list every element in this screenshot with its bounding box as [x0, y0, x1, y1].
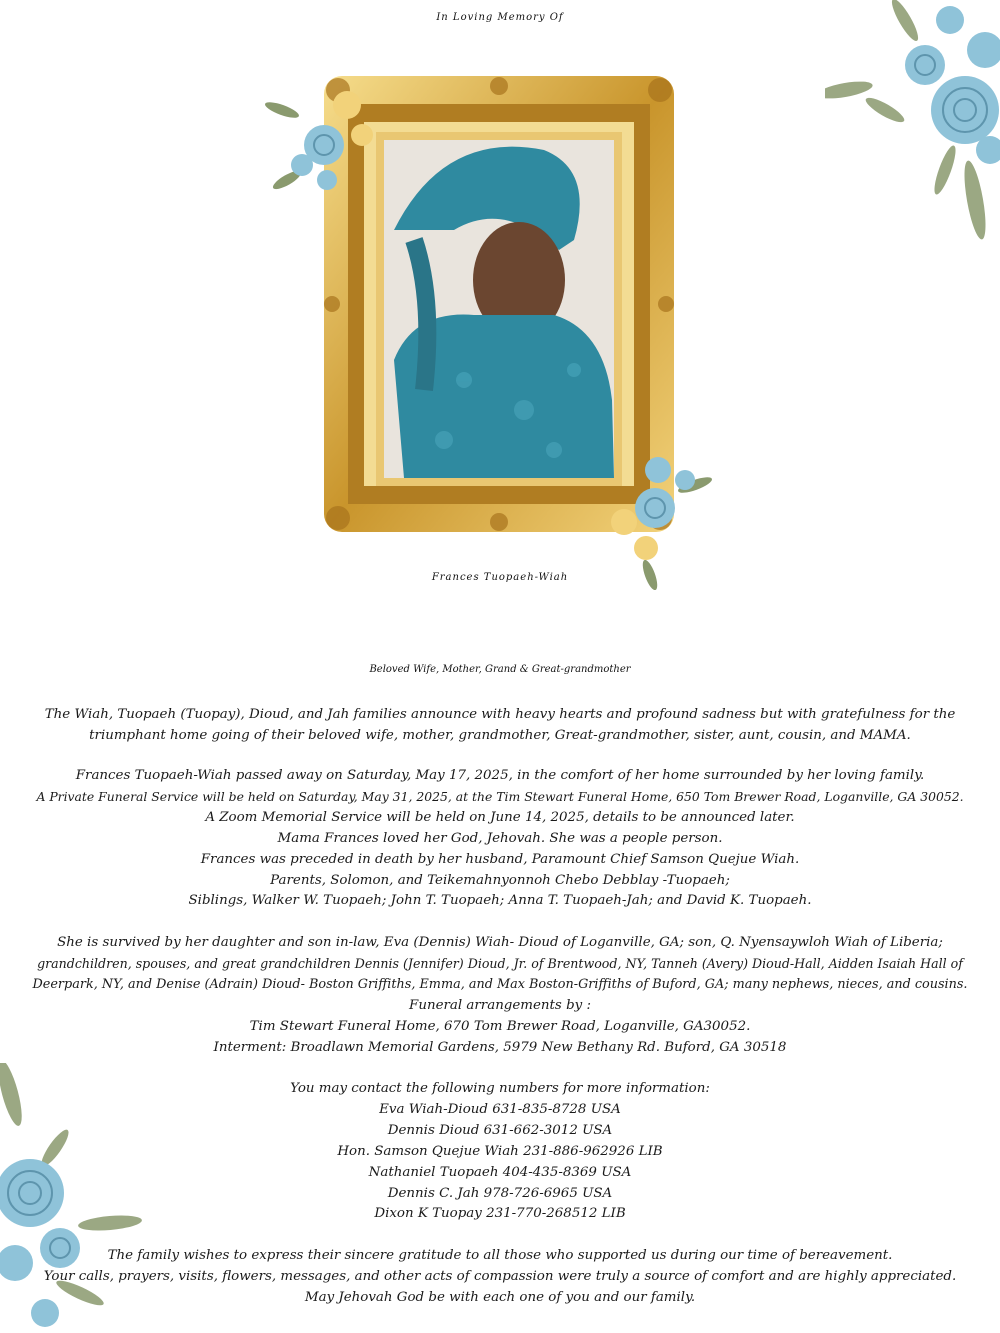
text-line: A Zoom Memorial Service will be held on June 14, 2025, details to be announced later.: [205, 809, 795, 825]
memorial-heading: In Loving Memory Of: [436, 12, 564, 23]
frame-bouquet-top-left-icon: [262, 60, 382, 210]
text-line: Deerpark, NY, and Denise (Adrain) Dioud- Boston Griffiths, Emma, and Max Boston-Griffiths of Buford, GA; many nephews, nieces, and cousins.: [32, 976, 968, 992]
text-line: May Jehovah God be with each one of you and our family.: [304, 1289, 696, 1305]
contact-list: [30, 1079, 970, 1225]
text-line: Frances Tuopaeh-Wiah passed away on Saturday, May 17, 2025, in the comfort of her home surrounded by her loving family.: [75, 768, 925, 783]
text-line: Interment: Broadlawn Memorial Gardens, 5979 New Bethany Rd. Buford, GA 30518: [213, 1039, 787, 1055]
text-line: She is survived by her daughter and son in-law, Eva (Dennis) Wiah- Dioud of Loganville, GA; son, Q. Nyensaywloh Wiah of Liberia;: [57, 935, 943, 950]
text-line: Your calls, prayers, visits, flowers, messages, and other acts of compassion were truly a source of comfort and are highly appreciated.: [43, 1268, 957, 1284]
text-line: A Private Funeral Service will be held on Saturday, May 31, 2025, at the Tim Stewart Funeral Home, 650 Tom Brewer Road, Loganville, GA 30052.: [36, 788, 964, 804]
frame-bouquet-bottom-right-icon: [590, 440, 715, 590]
text-line: Tim Stewart Funeral Home, 670 Tom Brewer Road, Loganville, GA30052.: [249, 1018, 751, 1034]
contact-intro: You may contact the following numbers for more information:: [290, 1081, 710, 1096]
text-line: grandchildren, spouses, and great grandchildren Dennis (Jennifer) Dioud, Jr. of Brentwood, NY, Tanneh (Avery) Dioud-Hall, Aidden Isaiah Hall of: [37, 955, 963, 971]
text-line: Mama Frances loved her God, Jehovah. She was a people person.: [277, 830, 723, 846]
text-line: Parents, Solomon, and Teikemahnyonnoh Chebo Debblay -Tuopaeh;: [270, 872, 730, 888]
portrait-photo: [384, 140, 614, 478]
announcement-paragraph: [30, 705, 970, 747]
text-line: The family wishes to express their sincere gratitude to all those who supported us during our time of bereavement.: [107, 1248, 893, 1263]
contact-item: Dixon K Tuopay 231-770-268512 LIB: [374, 1206, 626, 1222]
text-line: Funeral arrangements by :: [409, 997, 591, 1013]
contact-item: Nathaniel Tuopaeh 404-435-8369 USA: [368, 1164, 632, 1180]
decedent-name: Frances Tuopaeh-Wiah: [431, 572, 569, 583]
text-line: The Wiah, Tuopaeh (Tuopay), Dioud, and Jah families announce with heavy hearts and profound sadness but with gratefulness for the: [44, 707, 956, 722]
text-line: Siblings, Walker W. Tuopaeh; John T. Tuopaeh; Anna T. Tuopaeh-Jah; and David K. Tuopaeh.: [188, 893, 812, 909]
closing-gratitude: [30, 1246, 970, 1309]
survivors-paragraph: [30, 933, 970, 1058]
contact-item: Dennis C. Jah 978-726-6965 USA: [387, 1185, 613, 1201]
text-line: triumphant home going of their beloved wife, mother, grandmother, Great-grandmother, sister, aunt, cousin, and MAMA.: [89, 727, 911, 743]
decedent-tagline: Beloved Wife, Mother, Grand & Great-grandmother: [369, 664, 631, 675]
service-details: [30, 766, 970, 912]
contact-item: Dennis Dioud 631-662-3012 USA: [387, 1122, 613, 1138]
text-line: Frances was preceded in death by her husband, Paramount Chief Samson Quejue Wiah.: [200, 851, 800, 867]
contact-item: Hon. Samson Quejue Wiah 231-886-962926 LIB: [337, 1143, 663, 1159]
floral-corner-top-right-icon: [825, 0, 1000, 250]
contact-item: Eva Wiah-Dioud 631-835-8728 USA: [379, 1101, 621, 1117]
